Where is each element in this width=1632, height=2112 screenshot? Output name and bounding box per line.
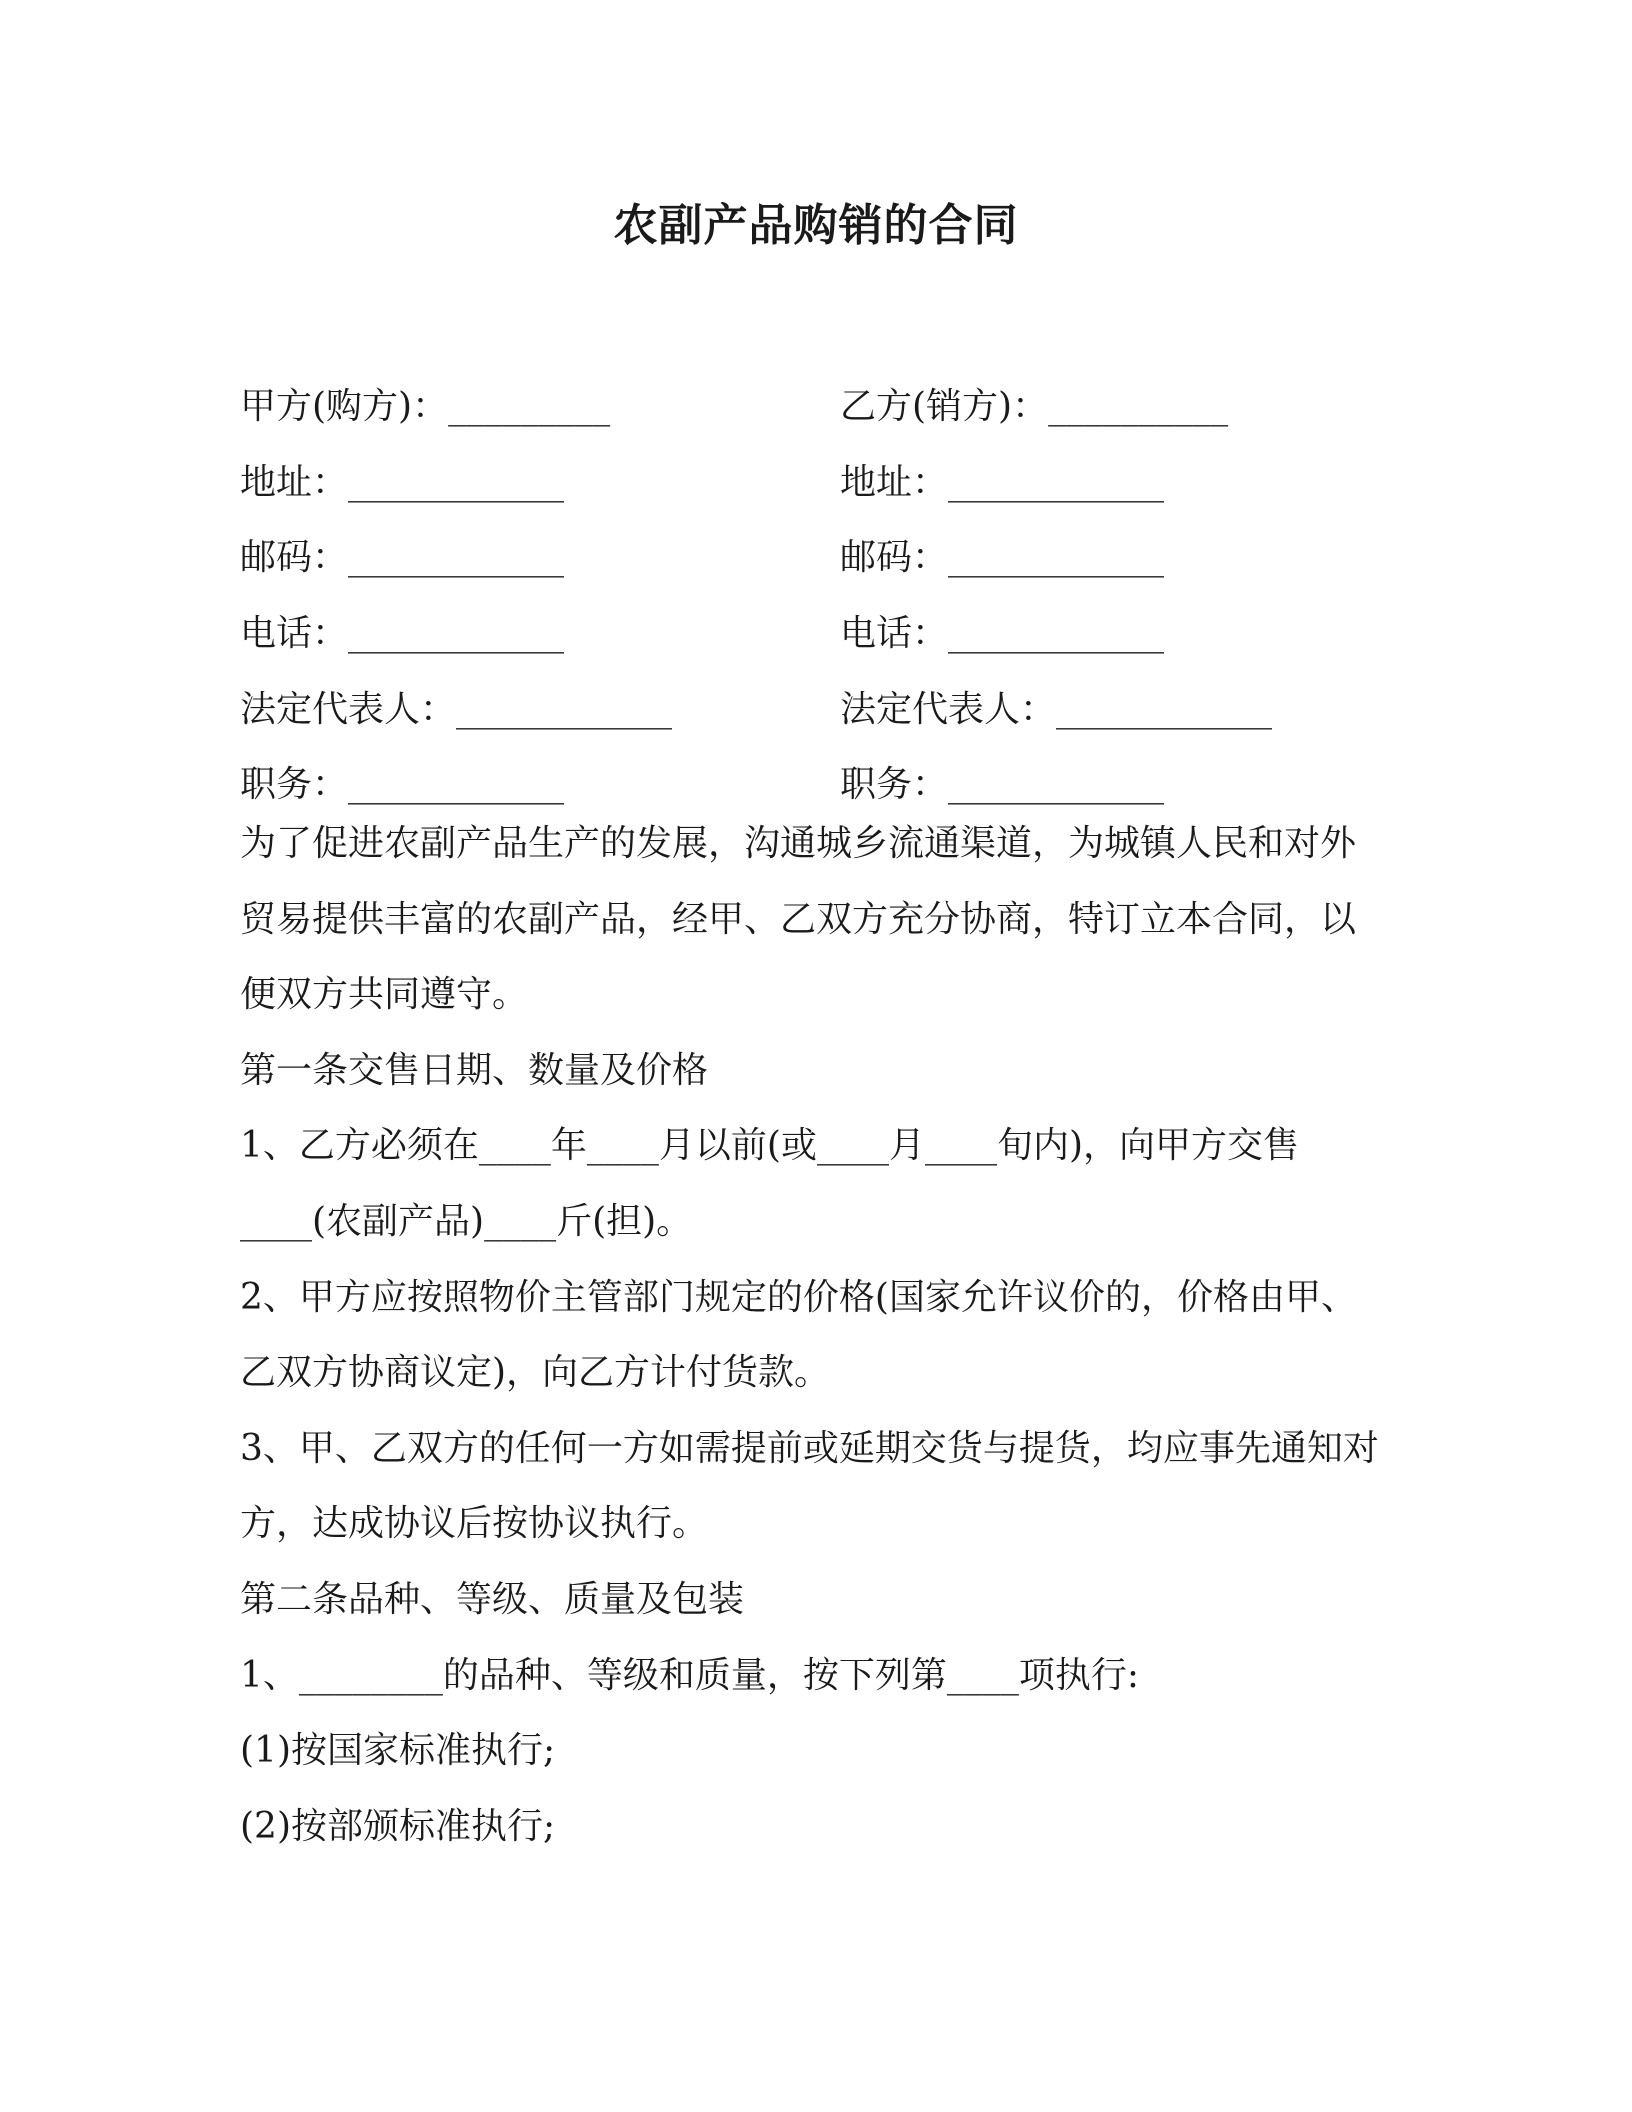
party-row-address: [240, 442, 1400, 518]
article-2-clause-1: 1、________的品种、等级和质量，按下列第____项执行:: [240, 1654, 1140, 1696]
seller-position-field: 职务：____________: [840, 764, 1165, 806]
buyer-address-field: 地址：____________: [240, 461, 565, 503]
seller-legal-rep-field: 法定代表人：____________: [840, 688, 1273, 730]
buyer-field: 甲方(购方)：_________: [240, 386, 611, 428]
party-info-block: [240, 366, 1400, 820]
article-2-heading: 第二条品种、等级、质量及包装: [240, 1578, 745, 1620]
seller-phone-field: 电话：____________: [840, 613, 1165, 655]
article-1-clause-2: 2、甲方应按照物价主管部门规定的价格(国家允许议价的，价格由甲、乙双方协商议定)，向乙方计付货款。: [240, 1276, 1357, 1394]
buyer-postcode-field: 邮码：____________: [240, 537, 565, 579]
contract-body: [240, 806, 1390, 1864]
article-1-clause-1: 1、乙方必须在____年____月以前(或____月____旬内)，向甲方交售____(农副产品)____斤(担)。: [240, 1125, 1299, 1242]
seller-postcode-field: 邮码：____________: [840, 537, 1165, 579]
article-1-heading: 第一条交售日期、数量及价格: [240, 1049, 709, 1091]
buyer-position-field: 职务：____________: [240, 764, 565, 806]
party-row-postcode: [240, 517, 1400, 593]
article-2-option-1: (1)按国家标准执行;: [240, 1730, 556, 1772]
seller-field: 乙方(销方)：__________: [840, 386, 1229, 428]
article-1-clause-3: 3、甲、乙双方的任何一方如需提前或延期交货与提货，均应事先通知对方，达成协议后按协议执行。: [240, 1427, 1379, 1545]
document-title: 农副产品购销的合同: [613, 200, 1019, 251]
preamble-paragraph: 为了促进农副产品生产的发展，沟通城乡流通渠道，为城镇人民和对外贸易提供丰富的农副产品，经甲、乙双方充分协商，特订立本合同，以便双方共同遵守。: [240, 823, 1357, 1016]
buyer-legal-rep-field: 法定代表人：____________: [240, 688, 673, 730]
party-row-phone: [240, 593, 1400, 669]
party-row-buyer-seller: [240, 366, 1400, 442]
article-2-option-2: (2)按部颁标准执行;: [240, 1805, 556, 1847]
seller-address-field: 地址：____________: [840, 461, 1165, 503]
buyer-phone-field: 电话：____________: [240, 613, 565, 655]
party-row-legal-rep: [240, 668, 1400, 744]
